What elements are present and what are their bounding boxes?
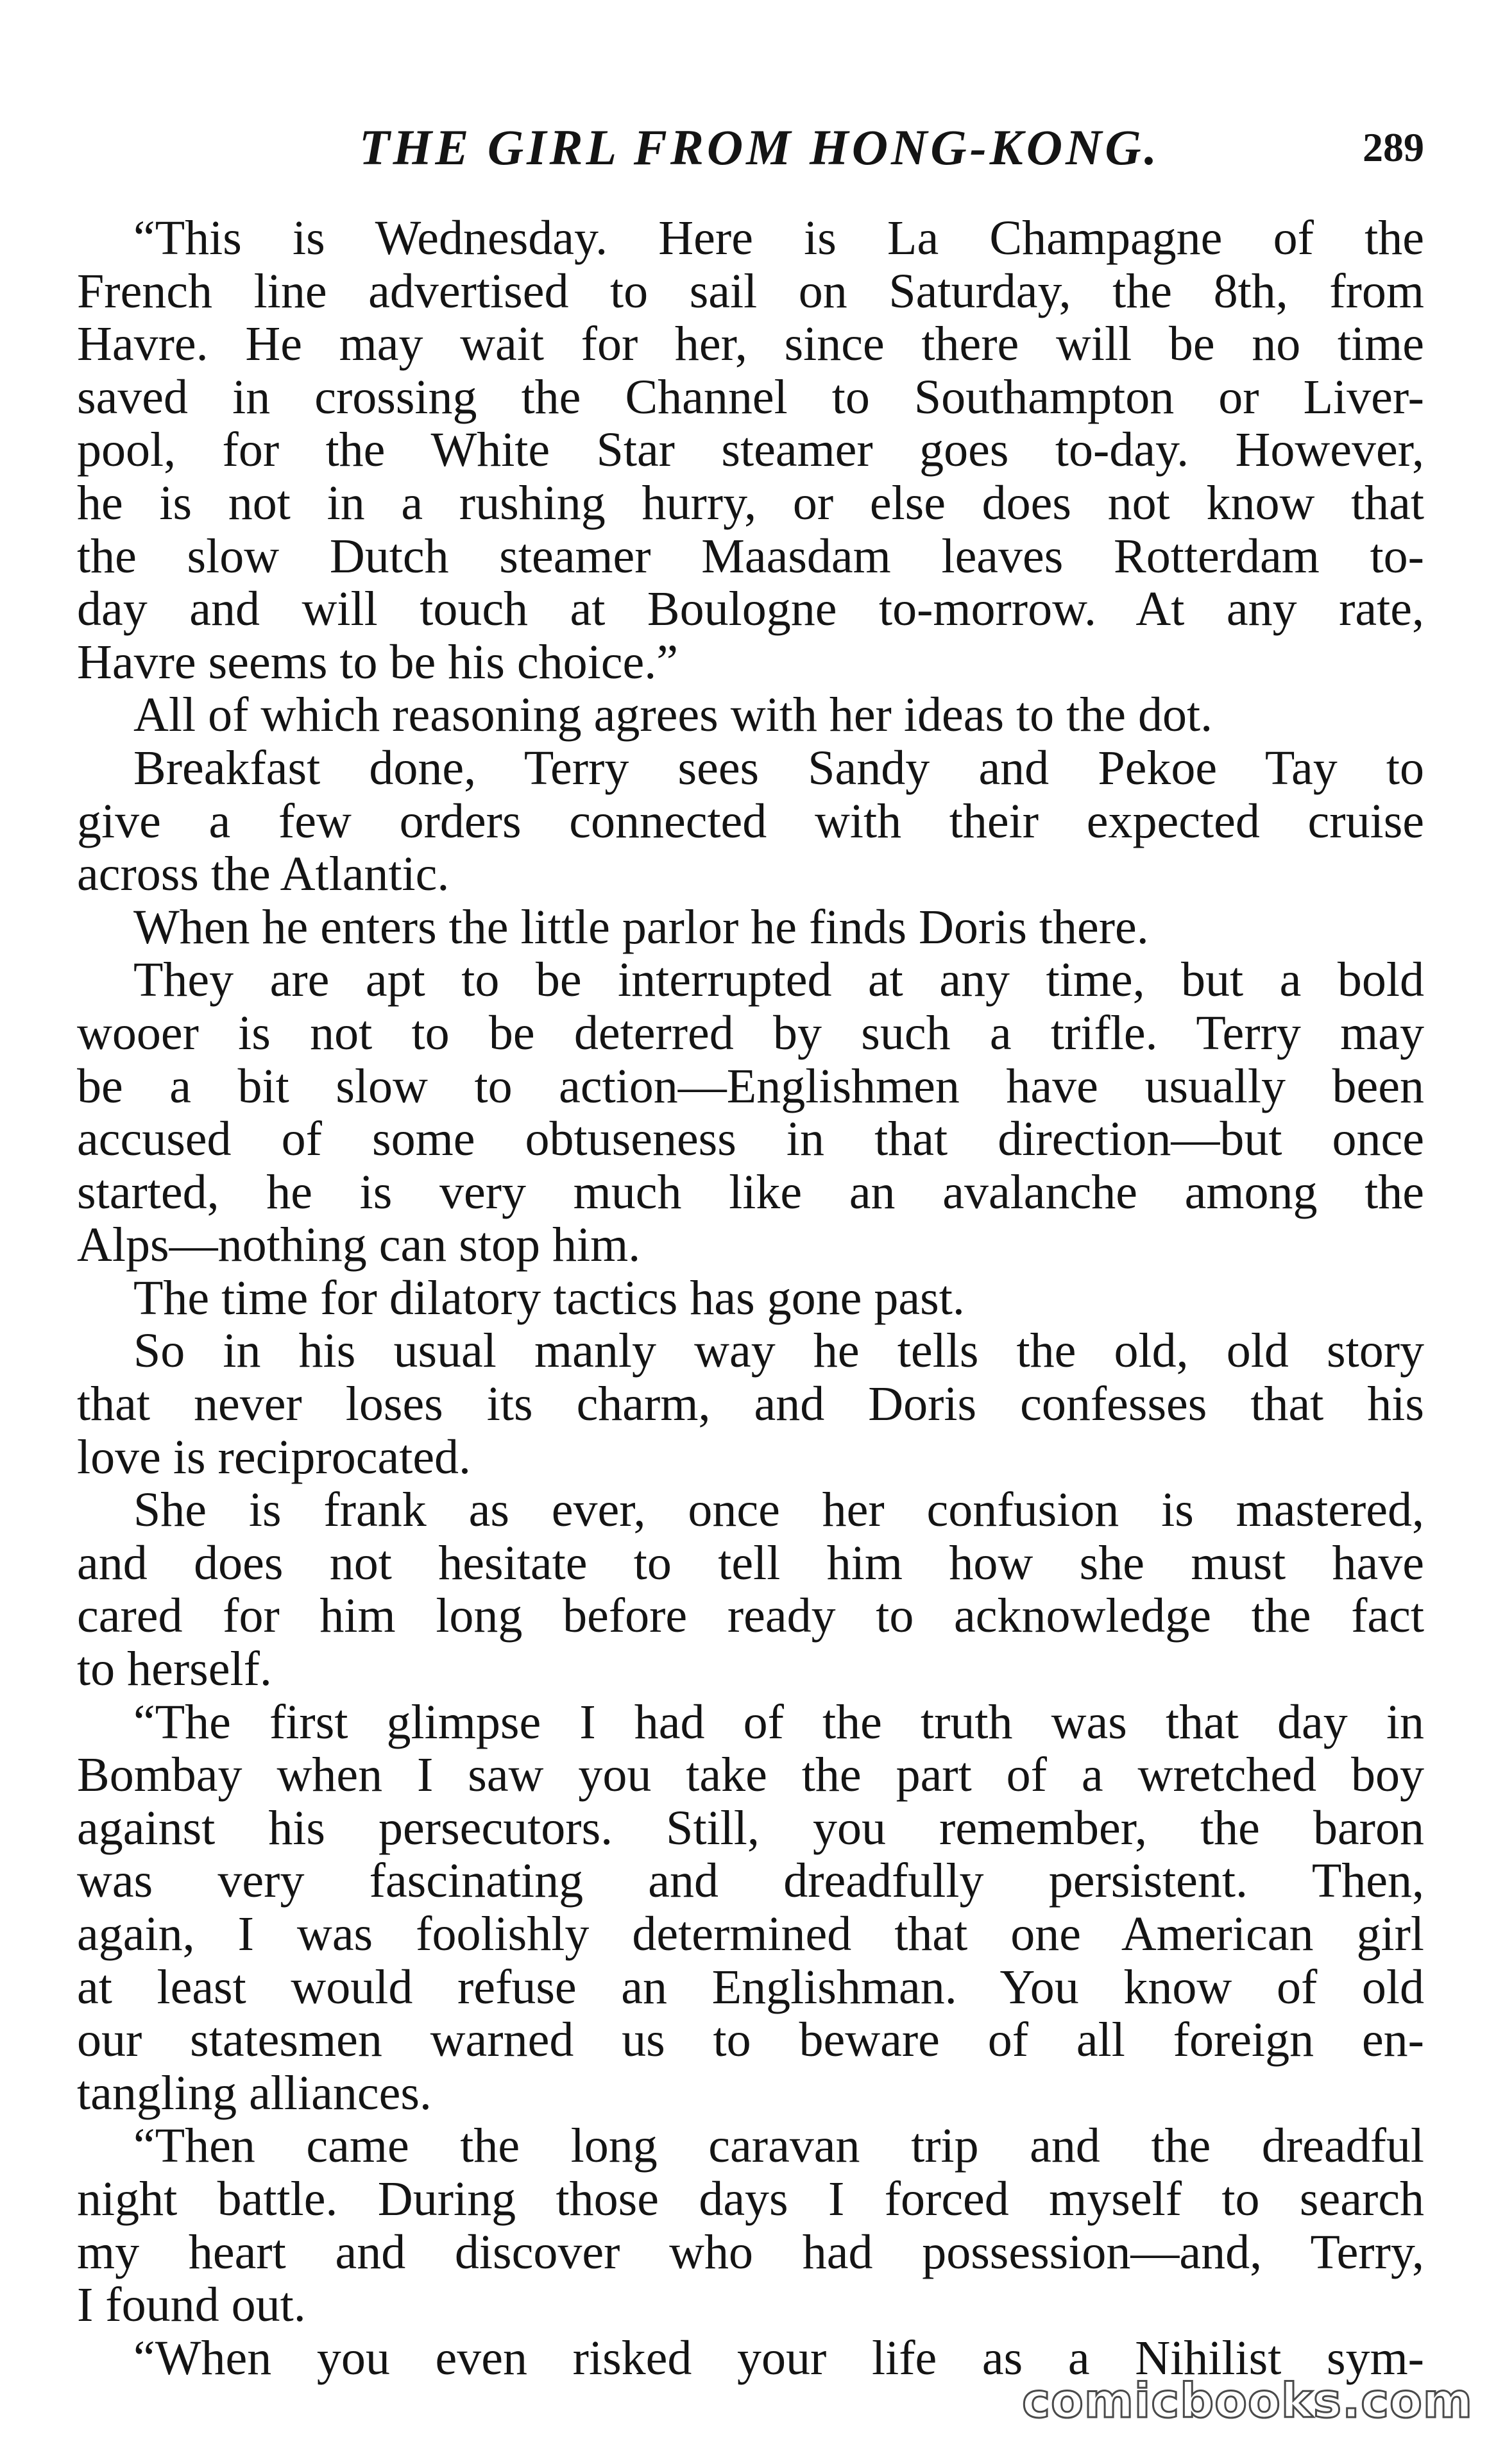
text-line: tangling alliances.: [77, 2066, 432, 2120]
text-line: Havre seems to be his choice.”: [77, 635, 678, 689]
text-line: night battle. During those days I forced myself to search: [77, 2171, 1424, 2226]
text-line: at least would refuse an Englishman. You know of old: [77, 1960, 1424, 2014]
text-line: Bombay when I saw you take the part of a wretched boy: [77, 1748, 1424, 1802]
text-line: “Then came the long caravan trip and the dreadful: [133, 2119, 1424, 2173]
text-line: our statesmen warned us to beware of all foreign en-: [77, 2013, 1424, 2067]
text-line: All of which reasoning agrees with her ideas to the dot.: [133, 688, 1213, 742]
text-line: They are apt to be interrupted at any time, but a bold: [133, 953, 1424, 1007]
text-line: he is not in a rushing hurry, or else does not know that: [77, 475, 1424, 530]
running-head-title: THE GIRL FROM HONG-KONG.: [359, 119, 1161, 175]
text-line: Havre. He may wait for her, since there will be no time: [77, 317, 1424, 372]
watermark: comicbooks.com: [1022, 2374, 1473, 2429]
text-line: that never loses its charm, and Doris confesses that his: [77, 1377, 1424, 1432]
text-line: saved in crossing the Channel to Southampton or Liver-: [77, 370, 1424, 424]
text-line: the slow Dutch steamer Maasdam leaves Rotterdam to-: [77, 529, 1424, 583]
text-line: Breakfast done, Terry sees Sandy and Pekoe Tay to: [133, 740, 1424, 795]
text-line: accused of some obtuseness in that direction—but once: [77, 1112, 1424, 1167]
text-line: cared for him long before ready to acknowledge the fact: [77, 1589, 1424, 1643]
text-line: my heart and discover who had possession—and, Terry,: [77, 2225, 1424, 2279]
text-line: When he enters the little parlor he finds Doris there.: [133, 900, 1149, 954]
text-line: “This is Wednesday. Here is La Champagne of the: [133, 211, 1424, 265]
text-line: wooer is not to be deterred by such a trifle. Terry may: [77, 1005, 1424, 1060]
text-line: love is reciprocated.: [77, 1430, 472, 1484]
text-line: was very fascinating and dreadfully persistent. Then,: [77, 1854, 1424, 1908]
text-line: pool, for the White Star steamer goes to-day. However,: [77, 423, 1424, 477]
text-line: started, he is very much like an avalanche among the: [77, 1165, 1424, 1219]
text-line: be a bit slow to action—Englishmen have usually been: [77, 1059, 1424, 1113]
body-text: [77, 212, 1424, 2384]
text-line: and does not hesitate to tell him how she must have: [77, 1536, 1424, 1590]
running-head: [77, 119, 1424, 189]
text-line: across the Atlantic.: [77, 847, 450, 902]
text-line: Alps—nothing can stop him.: [77, 1218, 641, 1272]
text-line: She is frank as ever, once her confusion is mastered,: [133, 1483, 1424, 1537]
text-line: The time for dilatory tactics has gone past.: [133, 1270, 965, 1325]
text-line: So in his usual manly way he tells the old, old story: [133, 1324, 1424, 1378]
text-line: against his persecutors. Still, you remember, the baron: [77, 1801, 1424, 1855]
text-line: give a few orders connected with their expected cruise: [77, 794, 1424, 848]
text-line: “When you even risked your life as a Nihilist sym-: [133, 2331, 1424, 2385]
text-line: again, I was foolishly determined that one American girl: [77, 1907, 1424, 1961]
page-number: 289: [1363, 124, 1424, 170]
text-line: to herself.: [77, 1642, 272, 1697]
text-line: day and will touch at Boulogne to-morrow. At any rate,: [77, 582, 1424, 637]
text-line: French line advertised to sail on Saturday, the 8th, from: [77, 264, 1424, 318]
text-line: “The first glimpse I had of the truth was that day in: [133, 1695, 1424, 1749]
text-line: I found out.: [77, 2278, 306, 2332]
